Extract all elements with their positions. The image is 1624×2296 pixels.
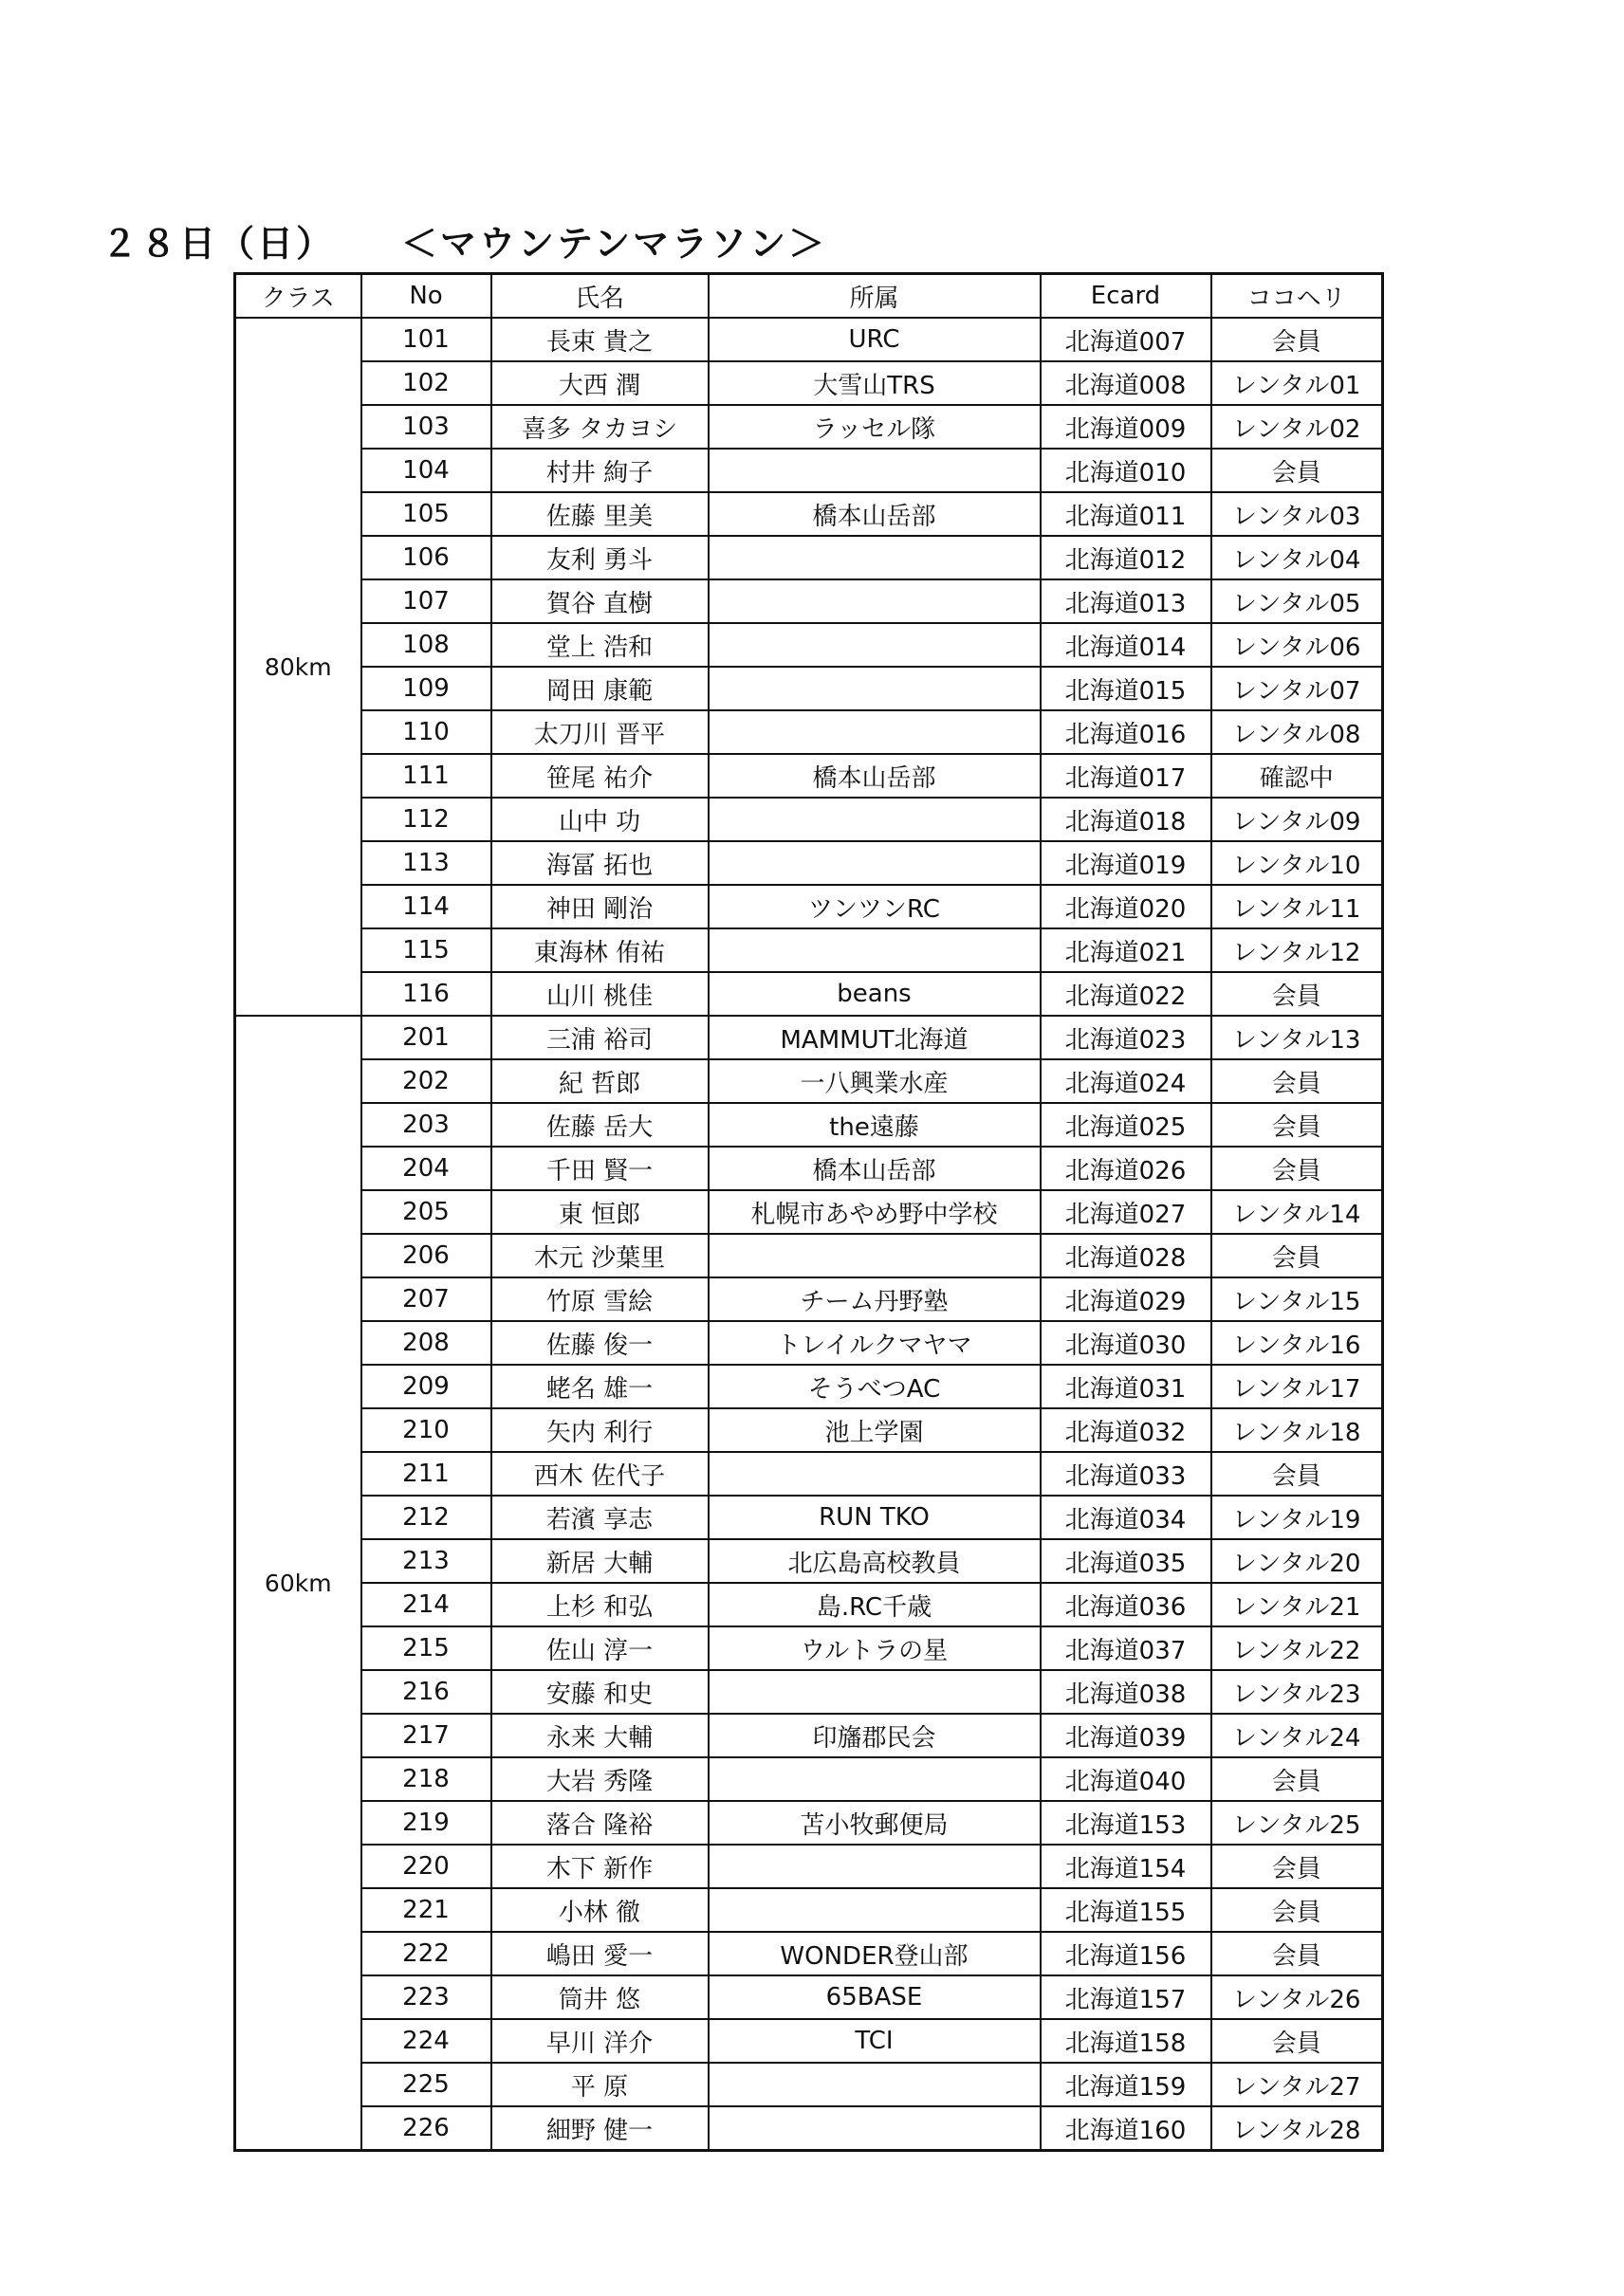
cell-name: 山中 功 xyxy=(491,798,709,841)
cell-no: 108 xyxy=(361,623,491,667)
cell-ecard: 北海道159 xyxy=(1041,2063,1211,2106)
table-row xyxy=(235,1496,1383,1539)
cell-name: 山川 桃佳 xyxy=(491,972,709,1016)
cell-ecard: 北海道017 xyxy=(1041,754,1211,798)
cell-ecard: 北海道032 xyxy=(1041,1408,1211,1452)
cell-name: 上杉 和弘 xyxy=(491,1583,709,1626)
cell-ecard: 北海道014 xyxy=(1041,623,1211,667)
cell-name: 平 原 xyxy=(491,2063,709,2106)
cell-ecard: 北海道040 xyxy=(1041,1757,1211,1801)
table-row xyxy=(235,841,1383,885)
cell-cocoheli: レンタル15 xyxy=(1211,1277,1383,1321)
cell-cocoheli: レンタル18 xyxy=(1211,1408,1383,1452)
cell-no: 202 xyxy=(361,1059,491,1103)
cell-no: 105 xyxy=(361,492,491,536)
table-row xyxy=(235,1016,1383,1059)
cell-affiliation: ラッセル隊 xyxy=(709,405,1041,449)
cell-ecard: 北海道010 xyxy=(1041,449,1211,492)
cell-no: 221 xyxy=(361,1888,491,1932)
cell-ecard: 北海道034 xyxy=(1041,1496,1211,1539)
cell-ecard: 北海道007 xyxy=(1041,318,1211,361)
cell-name: 海冨 拓也 xyxy=(491,841,709,885)
table-row xyxy=(235,623,1383,667)
cell-cocoheli: レンタル05 xyxy=(1211,579,1383,623)
table-row xyxy=(235,1975,1383,2019)
cell-cocoheli: 会員 xyxy=(1211,1234,1383,1277)
cell-affiliation: TCI xyxy=(709,2019,1041,2063)
cell-affiliation xyxy=(709,841,1041,885)
cell-cocoheli: レンタル24 xyxy=(1211,1714,1383,1757)
cell-no: 222 xyxy=(361,1932,491,1975)
cell-affiliation xyxy=(709,1845,1041,1888)
cell-name: 堂上 浩和 xyxy=(491,623,709,667)
table-row xyxy=(235,754,1383,798)
cell-affiliation: the遠藤 xyxy=(709,1103,1041,1147)
table-row xyxy=(235,1277,1383,1321)
cell-name: 村井 絢子 xyxy=(491,449,709,492)
cell-no: 206 xyxy=(361,1234,491,1277)
cell-no: 212 xyxy=(361,1496,491,1539)
cell-cocoheli: レンタル12 xyxy=(1211,928,1383,972)
cell-cocoheli: 会員 xyxy=(1211,1757,1383,1801)
cell-cocoheli: レンタル07 xyxy=(1211,667,1383,710)
cell-affiliation: 65BASE xyxy=(709,1975,1041,2019)
cell-cocoheli: レンタル19 xyxy=(1211,1496,1383,1539)
cell-ecard: 北海道028 xyxy=(1041,1234,1211,1277)
cell-ecard: 北海道011 xyxy=(1041,492,1211,536)
cell-cocoheli: 会員 xyxy=(1211,1147,1383,1190)
cell-no: 211 xyxy=(361,1452,491,1496)
table-row xyxy=(235,492,1383,536)
cell-ecard: 北海道015 xyxy=(1041,667,1211,710)
table-row xyxy=(235,579,1383,623)
cell-affiliation: 橋本山岳部 xyxy=(709,754,1041,798)
cell-cocoheli: レンタル23 xyxy=(1211,1670,1383,1714)
cell-ecard: 北海道019 xyxy=(1041,841,1211,885)
cell-ecard: 北海道018 xyxy=(1041,798,1211,841)
cell-name: 早川 洋介 xyxy=(491,2019,709,2063)
cell-affiliation: MAMMUT北海道 xyxy=(709,1016,1041,1059)
cell-ecard: 北海道035 xyxy=(1041,1539,1211,1583)
cell-name: 新居 大輔 xyxy=(491,1539,709,1583)
cell-name: 木下 新作 xyxy=(491,1845,709,1888)
table-row xyxy=(235,1234,1383,1277)
cell-ecard: 北海道021 xyxy=(1041,928,1211,972)
table-row xyxy=(235,318,1383,361)
cell-cocoheli: レンタル04 xyxy=(1211,536,1383,579)
cell-cocoheli: 確認中 xyxy=(1211,754,1383,798)
cell-affiliation xyxy=(709,536,1041,579)
cell-affiliation: 苫小牧郵便局 xyxy=(709,1801,1041,1845)
cell-affiliation: 大雪山TRS xyxy=(709,361,1041,405)
cell-affiliation: 島.RC千歳 xyxy=(709,1583,1041,1626)
cell-no: 205 xyxy=(361,1190,491,1234)
cell-cocoheli: レンタル09 xyxy=(1211,798,1383,841)
table-row xyxy=(235,1801,1383,1845)
header-ecard: Ecard xyxy=(1041,274,1211,319)
cell-affiliation: 橋本山岳部 xyxy=(709,1147,1041,1190)
table-row xyxy=(235,1932,1383,1975)
cell-no: 112 xyxy=(361,798,491,841)
cell-cocoheli: レンタル03 xyxy=(1211,492,1383,536)
header-class: クラス xyxy=(235,274,361,319)
cell-cocoheli: レンタル10 xyxy=(1211,841,1383,885)
cell-affiliation xyxy=(709,798,1041,841)
table-row xyxy=(235,1452,1383,1496)
cell-affiliation: 一八興業水産 xyxy=(709,1059,1041,1103)
cell-affiliation: トレイルクマヤマ xyxy=(709,1321,1041,1365)
cell-cocoheli: 会員 xyxy=(1211,318,1383,361)
cell-ecard: 北海道013 xyxy=(1041,579,1211,623)
table-row xyxy=(235,2106,1383,2151)
cell-name: 友利 勇斗 xyxy=(491,536,709,579)
cell-name: 西木 佐代子 xyxy=(491,1452,709,1496)
table-row xyxy=(235,449,1383,492)
cell-affiliation: そうべつAC xyxy=(709,1365,1041,1408)
cell-ecard: 北海道153 xyxy=(1041,1801,1211,1845)
cell-name: 竹原 雪絵 xyxy=(491,1277,709,1321)
cell-name: 賀谷 直樹 xyxy=(491,579,709,623)
cell-cocoheli: レンタル25 xyxy=(1211,1801,1383,1845)
table-row xyxy=(235,1626,1383,1670)
cell-cocoheli: レンタル08 xyxy=(1211,710,1383,754)
cell-name: 木元 沙葉里 xyxy=(491,1234,709,1277)
cell-no: 101 xyxy=(361,318,491,361)
table-row xyxy=(235,2019,1383,2063)
header-no: No xyxy=(361,274,491,319)
cell-name: 笹尾 祐介 xyxy=(491,754,709,798)
participant-table xyxy=(233,272,1384,2152)
cell-ecard: 北海道024 xyxy=(1041,1059,1211,1103)
cell-ecard: 北海道029 xyxy=(1041,1277,1211,1321)
cell-ecard: 北海道038 xyxy=(1041,1670,1211,1714)
cell-ecard: 北海道155 xyxy=(1041,1888,1211,1932)
cell-name: 神田 剛治 xyxy=(491,885,709,928)
header-affiliation: 所属 xyxy=(709,274,1041,319)
cell-no: 107 xyxy=(361,579,491,623)
cell-affiliation xyxy=(709,623,1041,667)
cell-cocoheli: レンタル11 xyxy=(1211,885,1383,928)
table-row xyxy=(235,1103,1383,1147)
table-row xyxy=(235,928,1383,972)
cell-no: 109 xyxy=(361,667,491,710)
cell-no: 218 xyxy=(361,1757,491,1801)
cell-name: 矢内 利行 xyxy=(491,1408,709,1452)
cell-cocoheli: 会員 xyxy=(1211,1845,1383,1888)
header-name: 氏名 xyxy=(491,274,709,319)
cell-cocoheli: レンタル26 xyxy=(1211,1975,1383,2019)
cell-no: 106 xyxy=(361,536,491,579)
table-row xyxy=(235,361,1383,405)
cell-no: 116 xyxy=(361,972,491,1016)
cell-no: 102 xyxy=(361,361,491,405)
cell-no: 201 xyxy=(361,1016,491,1059)
cell-ecard: 北海道158 xyxy=(1041,2019,1211,2063)
cell-no: 115 xyxy=(361,928,491,972)
cell-affiliation xyxy=(709,1757,1041,1801)
cell-no: 207 xyxy=(361,1277,491,1321)
cell-no: 224 xyxy=(361,2019,491,2063)
cell-affiliation: beans xyxy=(709,972,1041,1016)
cell-affiliation xyxy=(709,579,1041,623)
table-row xyxy=(235,1059,1383,1103)
cell-name: 岡田 康範 xyxy=(491,667,709,710)
cell-affiliation xyxy=(709,1452,1041,1496)
cell-cocoheli: レンタル20 xyxy=(1211,1539,1383,1583)
table-row xyxy=(235,1190,1383,1234)
cell-name: 喜多 タカヨシ xyxy=(491,405,709,449)
cell-name: 安藤 和史 xyxy=(491,1670,709,1714)
title-event: ＜マウンテンマラソン＞ xyxy=(401,223,828,265)
cell-cocoheli: レンタル22 xyxy=(1211,1626,1383,1670)
table-row xyxy=(235,798,1383,841)
cell-affiliation: RUN TKO xyxy=(709,1496,1041,1539)
cell-name: 永来 大輔 xyxy=(491,1714,709,1757)
cell-affiliation xyxy=(709,2106,1041,2151)
cell-no: 110 xyxy=(361,710,491,754)
cell-no: 203 xyxy=(361,1103,491,1147)
cell-name: 大西 潤 xyxy=(491,361,709,405)
cell-ecard: 北海道037 xyxy=(1041,1626,1211,1670)
cell-ecard: 北海道012 xyxy=(1041,536,1211,579)
cell-affiliation: 印旛郡民会 xyxy=(709,1714,1041,1757)
cell-cocoheli: 会員 xyxy=(1211,1932,1383,1975)
cell-class: 80km xyxy=(235,318,361,1016)
cell-no: 226 xyxy=(361,2106,491,2151)
table-row xyxy=(235,667,1383,710)
cell-no: 111 xyxy=(361,754,491,798)
cell-ecard: 北海道033 xyxy=(1041,1452,1211,1496)
cell-no: 213 xyxy=(361,1539,491,1583)
cell-no: 225 xyxy=(361,2063,491,2106)
cell-ecard: 北海道036 xyxy=(1041,1583,1211,1626)
cell-no: 210 xyxy=(361,1408,491,1452)
cell-affiliation xyxy=(709,667,1041,710)
cell-name: 東海林 侑祐 xyxy=(491,928,709,972)
table-row xyxy=(235,710,1383,754)
table-row xyxy=(235,1408,1383,1452)
table-row xyxy=(235,1321,1383,1365)
cell-affiliation: WONDER登山部 xyxy=(709,1932,1041,1975)
cell-affiliation xyxy=(709,1670,1041,1714)
cell-name: 細野 健一 xyxy=(491,2106,709,2151)
cell-cocoheli: 会員 xyxy=(1211,1059,1383,1103)
cell-ecard: 北海道023 xyxy=(1041,1016,1211,1059)
cell-no: 219 xyxy=(361,1801,491,1845)
cell-affiliation xyxy=(709,1234,1041,1277)
header-row xyxy=(235,274,1383,319)
cell-ecard: 北海道026 xyxy=(1041,1147,1211,1190)
cell-name: 佐藤 里美 xyxy=(491,492,709,536)
cell-name: 佐山 淳一 xyxy=(491,1626,709,1670)
cell-no: 104 xyxy=(361,449,491,492)
cell-ecard: 北海道016 xyxy=(1041,710,1211,754)
table-row xyxy=(235,405,1383,449)
cell-affiliation: 北広島高校教員 xyxy=(709,1539,1041,1583)
cell-ecard: 北海道039 xyxy=(1041,1714,1211,1757)
cell-cocoheli: レンタル17 xyxy=(1211,1365,1383,1408)
cell-no: 208 xyxy=(361,1321,491,1365)
cell-cocoheli: 会員 xyxy=(1211,2019,1383,2063)
table-row xyxy=(235,1670,1383,1714)
cell-cocoheli: レンタル27 xyxy=(1211,2063,1383,2106)
cell-affiliation xyxy=(709,928,1041,972)
cell-name: 大岩 秀隆 xyxy=(491,1757,709,1801)
cell-name: 蛯名 雄一 xyxy=(491,1365,709,1408)
cell-affiliation: チーム丹野塾 xyxy=(709,1277,1041,1321)
cell-cocoheli: レンタル02 xyxy=(1211,405,1383,449)
table-row xyxy=(235,972,1383,1016)
cell-cocoheli: 会員 xyxy=(1211,972,1383,1016)
page-title xyxy=(102,214,827,266)
cell-ecard: 北海道157 xyxy=(1041,1975,1211,2019)
cell-ecard: 北海道025 xyxy=(1041,1103,1211,1147)
cell-ecard: 北海道022 xyxy=(1041,972,1211,1016)
cell-no: 113 xyxy=(361,841,491,885)
cell-cocoheli: レンタル06 xyxy=(1211,623,1383,667)
cell-class: 60km xyxy=(235,1016,361,2151)
cell-cocoheli: レンタル28 xyxy=(1211,2106,1383,2151)
cell-name: 千田 賢一 xyxy=(491,1147,709,1190)
cell-cocoheli: レンタル01 xyxy=(1211,361,1383,405)
cell-no: 114 xyxy=(361,885,491,928)
cell-name: 紀 哲郎 xyxy=(491,1059,709,1103)
cell-cocoheli: レンタル16 xyxy=(1211,1321,1383,1365)
table-row xyxy=(235,1845,1383,1888)
header-cocoheli: ココヘリ xyxy=(1211,274,1383,319)
table-row xyxy=(235,536,1383,579)
cell-name: 小林 徹 xyxy=(491,1888,709,1932)
cell-no: 223 xyxy=(361,1975,491,2019)
cell-no: 216 xyxy=(361,1670,491,1714)
cell-ecard: 北海道009 xyxy=(1041,405,1211,449)
table-row xyxy=(235,1147,1383,1190)
cell-name: 東 恒郎 xyxy=(491,1190,709,1234)
table-row xyxy=(235,1757,1383,1801)
cell-cocoheli: 会員 xyxy=(1211,1103,1383,1147)
cell-no: 103 xyxy=(361,405,491,449)
cell-ecard: 北海道156 xyxy=(1041,1932,1211,1975)
cell-no: 215 xyxy=(361,1626,491,1670)
cell-name: 太刀川 晋平 xyxy=(491,710,709,754)
cell-cocoheli: 会員 xyxy=(1211,1452,1383,1496)
cell-cocoheli: 会員 xyxy=(1211,449,1383,492)
cell-affiliation xyxy=(709,2063,1041,2106)
table-row xyxy=(235,1583,1383,1626)
table-row xyxy=(235,1714,1383,1757)
table-row xyxy=(235,885,1383,928)
table-row xyxy=(235,1365,1383,1408)
cell-name: 筒井 悠 xyxy=(491,1975,709,2019)
cell-cocoheli: レンタル14 xyxy=(1211,1190,1383,1234)
cell-affiliation xyxy=(709,449,1041,492)
cell-no: 209 xyxy=(361,1365,491,1408)
cell-ecard: 北海道030 xyxy=(1041,1321,1211,1365)
cell-name: 若濱 享志 xyxy=(491,1496,709,1539)
cell-affiliation xyxy=(709,1888,1041,1932)
cell-no: 217 xyxy=(361,1714,491,1757)
cell-name: 長束 貴之 xyxy=(491,318,709,361)
cell-affiliation: ツンツンRC xyxy=(709,885,1041,928)
title-date: ２８日（日） xyxy=(102,223,336,265)
cell-ecard: 北海道020 xyxy=(1041,885,1211,928)
cell-affiliation: 池上学園 xyxy=(709,1408,1041,1452)
cell-cocoheli: 会員 xyxy=(1211,1888,1383,1932)
cell-ecard: 北海道008 xyxy=(1041,361,1211,405)
cell-cocoheli: レンタル21 xyxy=(1211,1583,1383,1626)
table-row xyxy=(235,1888,1383,1932)
cell-cocoheli: レンタル13 xyxy=(1211,1016,1383,1059)
cell-name: 佐藤 岳大 xyxy=(491,1103,709,1147)
table-row xyxy=(235,2063,1383,2106)
cell-no: 220 xyxy=(361,1845,491,1888)
cell-ecard: 北海道027 xyxy=(1041,1190,1211,1234)
cell-affiliation: 橋本山岳部 xyxy=(709,492,1041,536)
cell-no: 204 xyxy=(361,1147,491,1190)
cell-name: 三浦 裕司 xyxy=(491,1016,709,1059)
cell-ecard: 北海道031 xyxy=(1041,1365,1211,1408)
cell-affiliation xyxy=(709,710,1041,754)
cell-name: 落合 隆裕 xyxy=(491,1801,709,1845)
cell-name: 嶋田 愛一 xyxy=(491,1932,709,1975)
table-row xyxy=(235,1539,1383,1583)
cell-ecard: 北海道154 xyxy=(1041,1845,1211,1888)
cell-affiliation: ウルトラの星 xyxy=(709,1626,1041,1670)
cell-affiliation: URC xyxy=(709,318,1041,361)
cell-ecard: 北海道160 xyxy=(1041,2106,1211,2151)
table-body xyxy=(235,318,1383,2151)
cell-name: 佐藤 俊一 xyxy=(491,1321,709,1365)
cell-no: 214 xyxy=(361,1583,491,1626)
cell-affiliation: 札幌市あやめ野中学校 xyxy=(709,1190,1041,1234)
